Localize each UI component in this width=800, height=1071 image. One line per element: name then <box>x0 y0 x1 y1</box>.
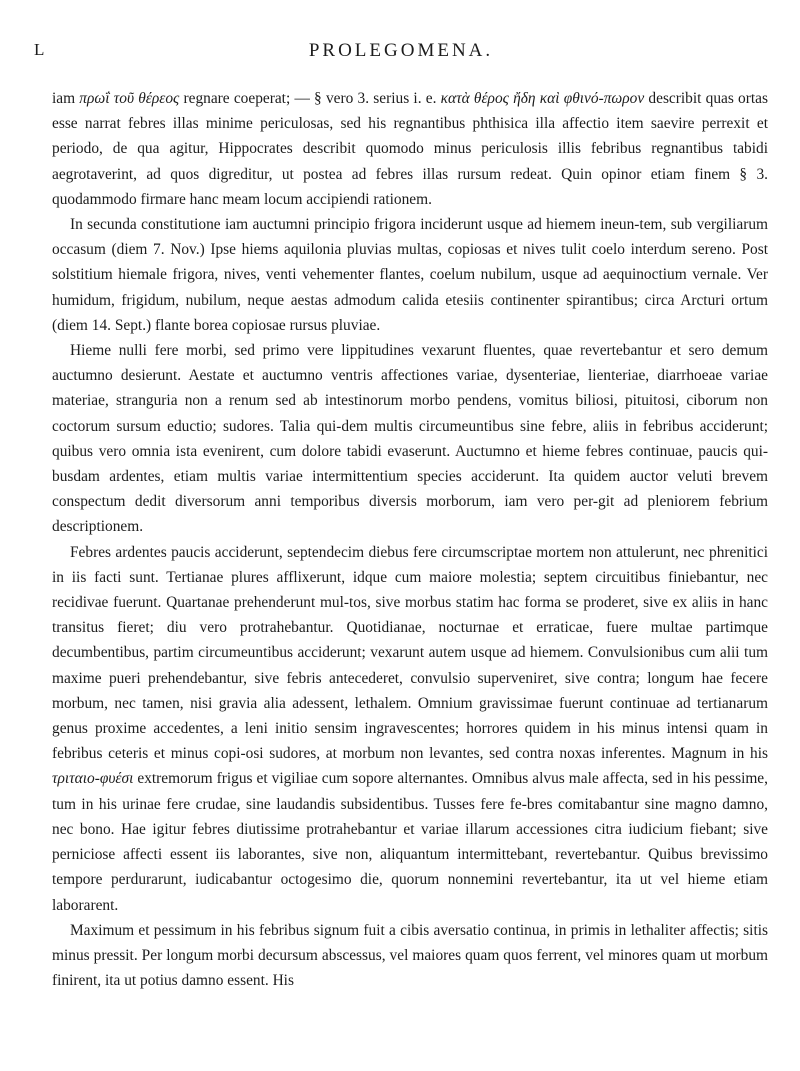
text-run: extremorum frigus et vigiliae cum sopore alternantes. Omnibus alvus male affecta, sed in his pessime, tum in his urinae fere crudae, sine laudandis subsidentibus. Tusses fere fe-bres comitabantur sine magno damno, nec bono. Hae igitur febres diutissime protrahebantur et variae illarum accessiones citra iudicium fiebant; sive perniciose affecti essent iis laborantes, sive non, aliquantum intermittebant, revertebantur. Quibus brevissimo tempore perdurarunt, iudicabantur octogesimo die, quorum nonnemini revertebantur, ita ut vel hieme etiam laborarent. <box>52 770 768 914</box>
paragraph <box>52 338 768 540</box>
greek-phrase: πρωΐ τοῦ θέρεος <box>79 90 180 107</box>
text-run: regnare coeperat; — § vero 3. serius i. e. <box>179 90 441 107</box>
paragraph <box>52 540 768 918</box>
page-number: L <box>34 40 46 59</box>
page-header <box>34 40 768 70</box>
text-run: In secunda constitutione iam auctumni principio frigora inciderunt usque ad hiemem ineun-tem, sub vergiliarum occasum (diem 7. Nov.) Ipse hiems aquilonia pluvias multas, copiosas et nives tulit coelo interdum sereno. Post solstitium hiemale frigora, nives, venti vehementer flantes, coelum nubilum, usque ad aequinoctium vernale. Ver humidum, frigidum, nubilum, neque aestas admodum calida etesiis continenter spirantibus; circa Arcturi ortum (diem 14. Sept.) flante borea copiosae rursus pluviae. <box>52 216 768 334</box>
greek-phrase: κατὰ θέρος ἤδη καὶ φθινό-πωρον <box>440 90 645 107</box>
greek-phrase: τριταιο-φυέσι <box>52 770 134 788</box>
paragraph <box>52 918 768 994</box>
text-run: iam <box>52 90 80 107</box>
text-run: Maximum et pessimum in his febribus signum fuit a cibis aversatio continua, in primis in lethaliter affectis; sitis minus pressit. Per longum morbi decursum abscessus, vel maiores quam quos ferrent, vel minores quam ut morbum finirent, ita ut potius damno essent. His <box>52 921 768 990</box>
paragraph <box>52 212 768 338</box>
text-run: describit quas ortas esse narrat febres illas minime periculosas, sed his regnantibus phthisica illa affectio item saevire perrexit et periodo, de qua agitur, Hippocrates describit quomodo minus periculosis illis febribus regnantibus tabidi aegrotaverint, ad quos digreditur, ut postea ad febres illas rursum redeat. Quin opinor etiam finem § 3. quodammodo firmare hanc meam locum accipiendi rationem. <box>52 90 768 208</box>
running-title: PROLEGOMENA. <box>308 40 494 61</box>
body-text <box>52 86 768 993</box>
paragraph <box>52 86 768 212</box>
text-run: Hieme nulli fere morbi, sed primo vere lippitudines vexarunt fluentes, quae revertebantur et sero demum auctumno desierunt. Aestate et auctumno ventris affectiones variae, dysenteriae, lienteriae, diarrhoeae variae materiae, stranguria non a renum sed ab intestinorum morbo pendens, vomitus biliosi, pituitosi, ciborum non coctorum sursum eductio; sudores. Talia qui-dem multis circumeuntibus sine febre, aliis in febribus acciderunt; quibus vero omnia ista evenirent, cum dolore tabidi evaserunt. Auctumno et hieme febres continuae, paucis qui-busdam ardentes, etiam multis variae intermittentium species acciderunt. Ita quidem auctor veluti brevem conspectum dedit diversorum anni temporibus diversis morborum, iam vero per-git ad pleniorem febrium descriptionem. <box>52 342 768 536</box>
text-run: Febres ardentes paucis acciderunt, septendecim diebus fere circumscriptae mortem non attulerunt, nec phrenitici in iis facti sunt. Tertianae plures afflixerunt, idque cum maiore molestia; septem circuitibus finiebantur, nec recidivae fuerunt. Quartanae prehenderunt mul-tos, sive morbus statim hac forma se proderet, sive ex aliis in hanc transitus fieret; diu vero protrahebantur. Quotidianae, nocturnae et erraticae, fuere multae partimque decumbentibus, partim circumeuntibus acciderunt; vexarunt autem usque ad hiemem. Convulsionibus cum alii tum maxime pueri prehendebantur, sive febris antecederet, convulsio superveniret, sive contra; longum hae fecere morbum, nec tamen, nisi gravia alia adessent, lethalem. Omnium gravissimae fuerunt continuae ad tertianarum genus proxime accedentes, a leni initio sensim ingravescentes; horrores quidem in his minus intensi quam in febribus ceteris et minus copi-osi sudores, at morbum non levantes, sed contra noxas inferentes. Magnum in his <box>52 543 768 763</box>
